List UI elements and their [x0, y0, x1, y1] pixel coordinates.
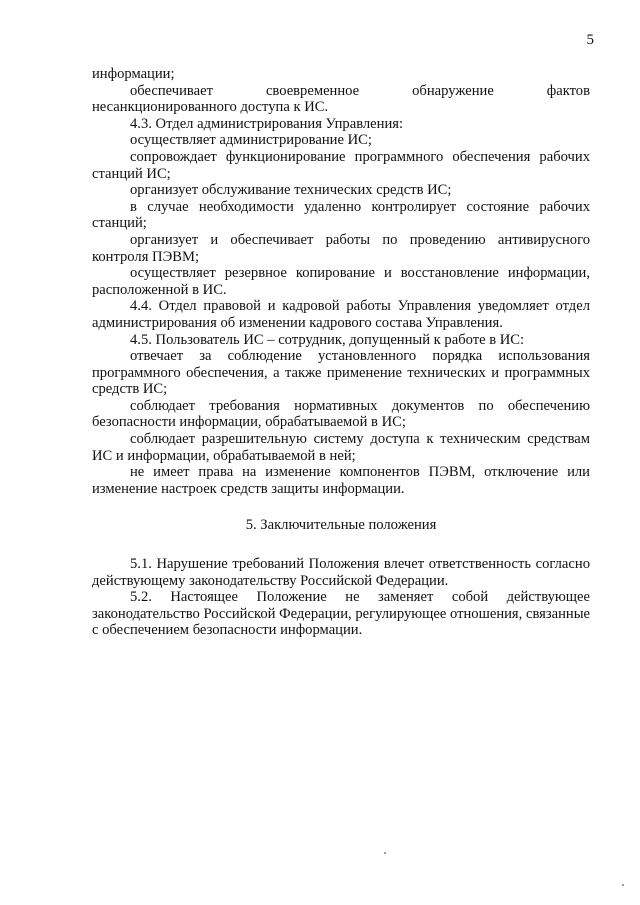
- paragraph: информации;: [92, 66, 175, 82]
- document-body: [92, 66, 590, 639]
- scan-speck: [384, 852, 386, 854]
- paragraph: в случае необходимости удаленно контролирует состояние рабочих станций;: [92, 198, 590, 232]
- paragraph: соблюдает разрешительную систему доступа к техническим средствам ИС и информации, обрабатываемой в ней;: [92, 431, 590, 464]
- page-number: 5: [586, 32, 594, 48]
- paragraph: организует и обеспечивает работы по проведению антивирусного контроля ПЭВМ;: [92, 231, 590, 265]
- paragraph: 4.5. Пользователь ИС – сотрудник, допущенный к работе в ИС:: [130, 331, 525, 348]
- paragraph: обеспечивает своевременное обнаружение фактов несанкционированного доступа к ИС.: [92, 82, 590, 116]
- paragraph: сопровождает функционирование программного обеспечения рабочих станций ИС;: [92, 148, 590, 182]
- paragraph: отвечает за соблюдение установленного порядка использования программного обеспечения, а также применение технических и программных средств ИС;: [92, 348, 590, 398]
- paragraph: 4.3. Отдел администрирования Управления:: [130, 115, 404, 132]
- section-heading: 5. Заключительные положения: [245, 517, 437, 534]
- paragraph: осуществляет резервное копирование и восстановление информации, расположенной в ИС.: [92, 265, 590, 298]
- paragraph: не имеет права на изменение компонентов ПЭВМ, отключение или изменение настроек средств защиты информации.: [92, 464, 590, 497]
- paragraph: 4.4. Отдел правовой и кадровой работы Управления уведомляет отдел администрирования об изменении кадрового состава Управления.: [92, 298, 590, 331]
- paragraph: соблюдает требования нормативных документов по обеспечению безопасности информации, обрабатываемой в ИС;: [92, 397, 590, 431]
- scan-speck: [622, 884, 624, 886]
- paragraph: осуществляет администрирование ИС;: [130, 132, 372, 149]
- paragraph: организует обслуживание технических средств ИС;: [130, 182, 452, 199]
- paragraph: 5.1. Нарушение требований Положения влечет ответственность согласно действующему законодательству Российской Федерации.: [92, 556, 590, 589]
- paragraph: 5.2. Настоящее Положение не заменяет собой действующее законодательство Российской Федерации, регулирующее отношения, связанные с обеспечением безопасности информации.: [92, 589, 590, 639]
